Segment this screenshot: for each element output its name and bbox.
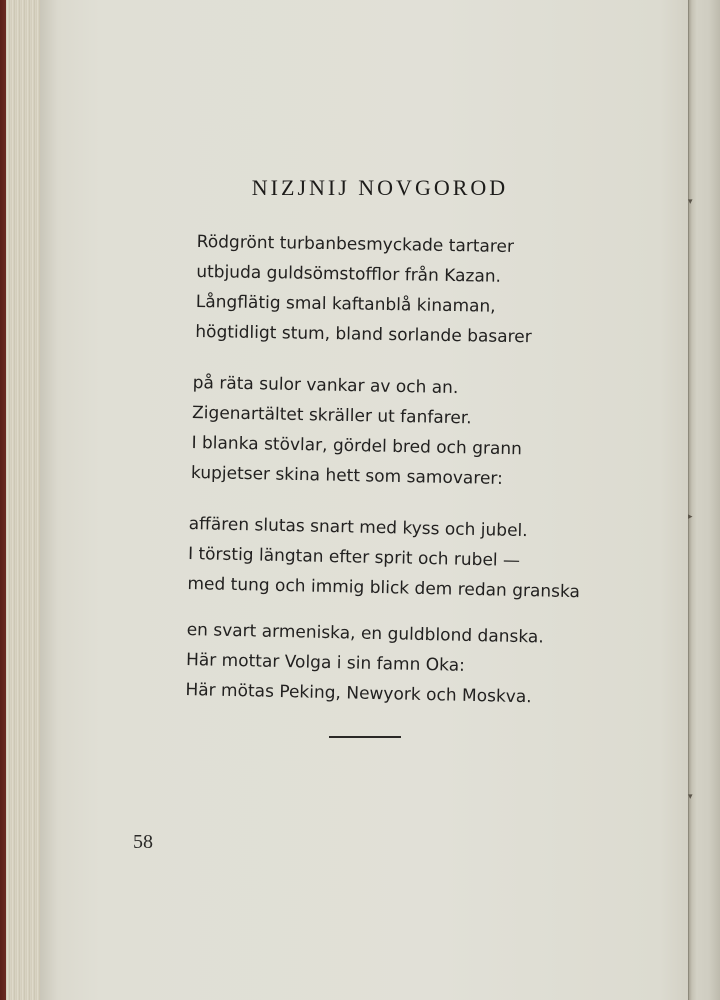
- poem-line: en svart armeniska, en guldblond danska.: [186, 619, 544, 648]
- stanza-1: [195, 227, 533, 352]
- poem-line: på räta sulor vankar av och an.: [192, 372, 459, 399]
- poem-line: I törstig längtan efter sprit och rubel —: [187, 543, 521, 571]
- poem-line: utbjuda guldsömstofflor från Kazan.: [196, 261, 502, 287]
- page-nick-mark: ▾: [688, 197, 693, 207]
- end-rule: [329, 736, 401, 738]
- poem-line: kupjetser skina hett som samovarer:: [190, 462, 503, 489]
- poem-line: I blanka stövlar, gördel bred och grann: [191, 432, 523, 460]
- stanza-4: [185, 615, 544, 712]
- poem-line: Här mötas Peking, Newyork och Moskva.: [185, 679, 532, 708]
- poem-line: Zigenartältet skräller ut fanfarer.: [191, 402, 472, 429]
- stanza-3: [187, 509, 581, 607]
- poem-line: Rödgrönt turbanbesmyckade tartarer: [196, 231, 515, 257]
- poem-line: affären slutas snart med kyss och jubel.: [188, 513, 528, 542]
- page-nick-mark: ▸: [688, 512, 693, 522]
- stanza-2: [191, 368, 524, 494]
- poem-line: med tung och immig blick dem redan granska: [187, 573, 581, 603]
- poem-line: högtidligt stum, bland sorlande basarer: [195, 321, 532, 348]
- page-edges: [6, 0, 42, 1000]
- poem-title: NIZJNIJ NOVGOROD: [251, 175, 509, 200]
- poem-line: Långflätig smal kaftanblå kinaman,: [195, 291, 496, 317]
- next-page-edge: [688, 0, 720, 1000]
- poem-line: Här mottar Volga i sin famn Oka:: [185, 649, 466, 676]
- page-number: 58: [133, 831, 153, 853]
- page-nick-mark: ▾: [688, 792, 693, 802]
